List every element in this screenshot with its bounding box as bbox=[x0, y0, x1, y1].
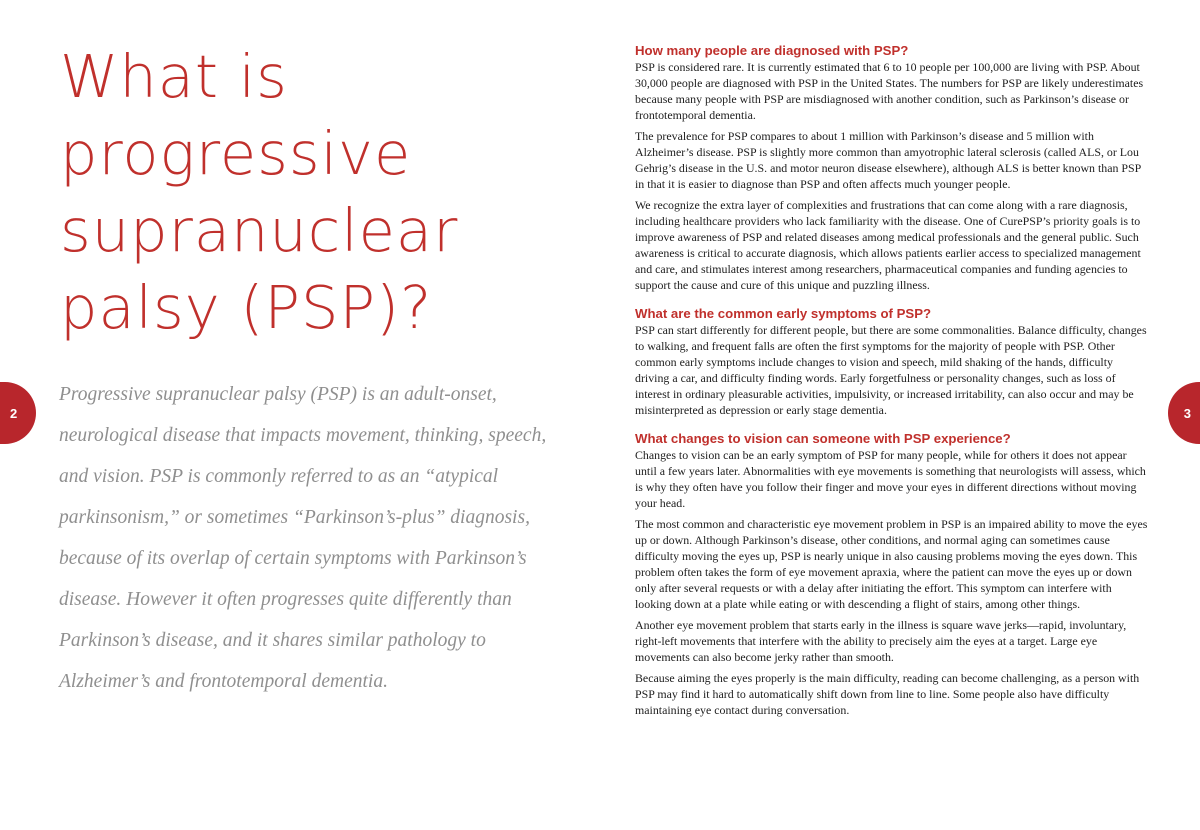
body-paragraph: We recognize the extra layer of complexities and frustrations that can come along with a rare diagnosis, including healthcare providers who lack familiarity with the disease. One of CurePSP’s priority goals is to improve awareness of PSP and related diseases among medical professionals and the general public. Such awareness is critical to accurate diagnosis, which allows patients earlier access to specialized management and care, and stimulates interest among researchers, pharmaceutical companies and funding agencies to support the cause and cure of this unique and puzzling illness. bbox=[635, 198, 1141, 292]
intro-paragraph: Progressive supranuclear palsy (PSP) is an adult-onset, neurological disease that impacts movement, thinking, speech, and vision. PSP is commonly referred to as an “atypical parkinsonism,” or sometimes “Parkinson’s-plus” diagnosis, because of its overlap of certain symptoms with Parkinson’s disease. However it often progresses quite differently than Parkinson’s disease, and it shares similar pathology to Alzheimer’s and frontotemporal dementia. bbox=[59, 384, 547, 692]
body-paragraph: PSP is considered rare. It is currently estimated that 6 to 10 people per 100,000 are living with PSP. About 30,000 people are diagnosed with PSP in the United States. The numbers for PSP are likely underestimates because many people with PSP are misdiagnosed with another condition, such as Parkinson’s disease or frontotemporal dementia. bbox=[635, 60, 1144, 122]
page-number-left: 2 bbox=[10, 405, 18, 421]
body-paragraph: The prevalence for PSP compares to about 1 million with Parkinson’s disease and 5 million with Alzheimer’s disease. PSP is slightly more common than amyotrophic lateral sclerosis (called ALS, or Lou Gehrig’s disease in the U.S. and motor neuron disease elsewhere), although ALS is better known than PSP in that it is easier to diagnose than PSP and often affects much younger people. bbox=[635, 129, 1141, 191]
section-early-symptoms bbox=[635, 305, 1150, 418]
section-diagnosis-count bbox=[635, 42, 1150, 293]
page-number-right-tab bbox=[1168, 382, 1200, 444]
right-page-column bbox=[635, 42, 1150, 730]
body-paragraph: Changes to vision can be an early symptom of PSP for many people, while for others it does not appear until a few years later. Abnormalities with eye movements is something that neurologists will assess, which is why they often have you follow their finger and move your eyes in different directions without moving your head. bbox=[635, 448, 1146, 510]
body-paragraph: PSP can start differently for different people, but there are some commonalities. Balance difficulty, changes to walking, and frequent falls are often the first symptoms for the majority of people with PSP. Other common early symptoms include changes to vision and speech, mild shaking of the hands, difficulty driving a car, and difficulty finding words. Early forgetfulness or personality changes, such as loss of interest in ordinary pleasurable activities, impulsivity, or increased irritability, can also occur and may be misinterpreted as depression or early stage dementia. bbox=[635, 323, 1147, 417]
section-heading: What are the common early symptoms of PSP? bbox=[635, 306, 932, 321]
body-paragraph: The most common and characteristic eye movement problem in PSP is an impaired ability to move the eyes up or down. Although Parkinson’s disease, other conditions, and normal aging can sometimes cause difficulty moving the eyes up, PSP is nearly unique in also causing problems moving the eyes down. This problem often takes the form of eye movement apraxia, where the patient can move the eyes up or down only after several requests or with a delay after initiating the effort. This symptom can interfere with looking down at a plate while eating or with descending a flight of stairs, among other things. bbox=[635, 517, 1148, 611]
page-number-left-tab bbox=[0, 382, 36, 444]
page-title: What is progressive supranuclear palsy (PSP)? bbox=[60, 42, 459, 342]
section-heading: How many people are diagnosed with PSP? bbox=[635, 43, 909, 58]
body-paragraph: Another eye movement problem that starts early in the illness is square wave jerks—rapid, involuntary, right-left movements that interfere with the ability to precisely aim the eyes at a target. Large eye movements can also become jerky rather than smooth. bbox=[635, 618, 1127, 664]
page-number-right: 3 bbox=[1183, 405, 1191, 421]
section-vision-changes bbox=[635, 430, 1150, 718]
section-heading: What changes to vision can someone with PSP experience? bbox=[635, 431, 1011, 446]
body-paragraph: Because aiming the eyes properly is the main difficulty, reading can become challenging, as a person with PSP may find it hard to automatically shift down from line to line. Some people also have difficulty maintaining eye contact during conversation. bbox=[635, 671, 1140, 717]
